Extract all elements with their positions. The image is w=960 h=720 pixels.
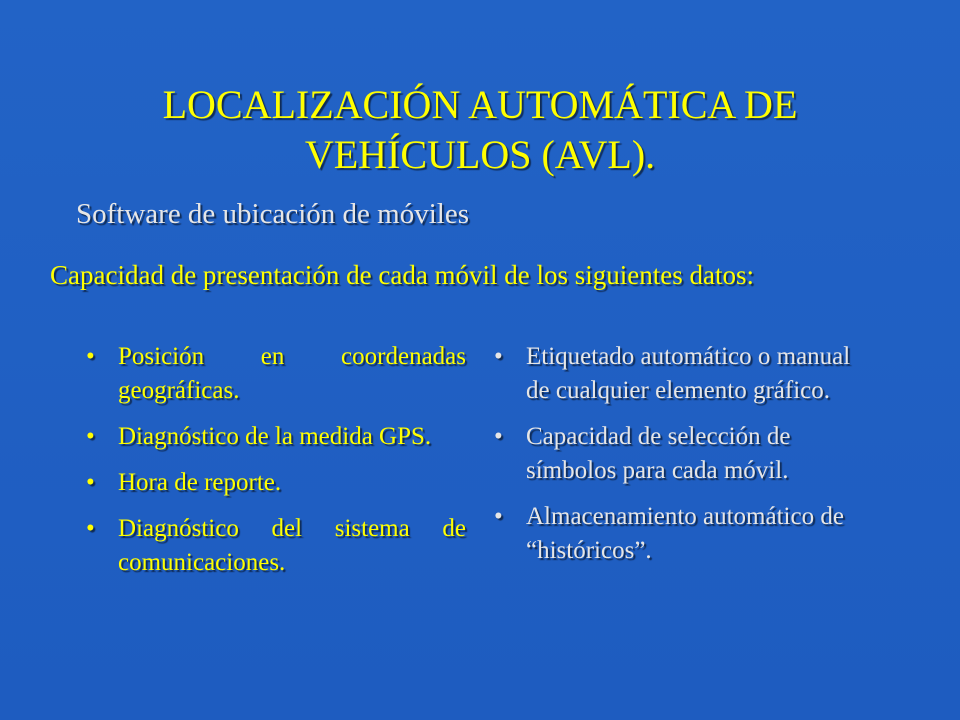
bullet-icon: • — [494, 343, 503, 370]
list-item — [86, 340, 466, 408]
title-line-2: VEHÍCULOS (AVL). — [304, 132, 656, 177]
bullet-icon: • — [86, 343, 95, 370]
list-item-text: Capacidad de selección de símbolos para cada móvil. — [526, 423, 791, 484]
right-bullet-list — [494, 340, 874, 580]
left-bullet-list — [86, 340, 466, 592]
bullet-icon: • — [494, 423, 503, 450]
list-item-text: Diagnóstico del sistema de comunicaciones. — [118, 515, 466, 576]
list-item — [494, 420, 874, 488]
list-item-text: Diagnóstico de la medida GPS. — [118, 423, 432, 450]
slide-title — [80, 80, 880, 180]
list-item — [86, 512, 466, 580]
bullet-icon: • — [494, 503, 503, 530]
bullet-icon: • — [86, 515, 95, 542]
lead-text: Capacidad de presentación de cada móvil de los siguientes datos: — [50, 260, 755, 290]
bullet-icon: • — [86, 469, 95, 496]
list-item — [494, 500, 874, 568]
list-item — [86, 420, 466, 454]
list-item-text: Etiquetado automático o manual de cualquier elemento gráfico. — [526, 343, 851, 404]
slide-subtitle: Software de ubicación de móviles — [76, 198, 469, 230]
list-item — [494, 340, 874, 408]
list-item-text: Hora de reporte. — [118, 469, 282, 496]
list-item — [86, 466, 466, 500]
title-line-1: LOCALIZACIÓN AUTOMÁTICA DE — [162, 82, 798, 127]
list-item-text: Posición en coordenadas geográficas. — [118, 343, 466, 404]
bullet-icon: • — [86, 423, 95, 450]
list-item-text: Almacenamiento automático de “históricos”. — [526, 503, 844, 564]
